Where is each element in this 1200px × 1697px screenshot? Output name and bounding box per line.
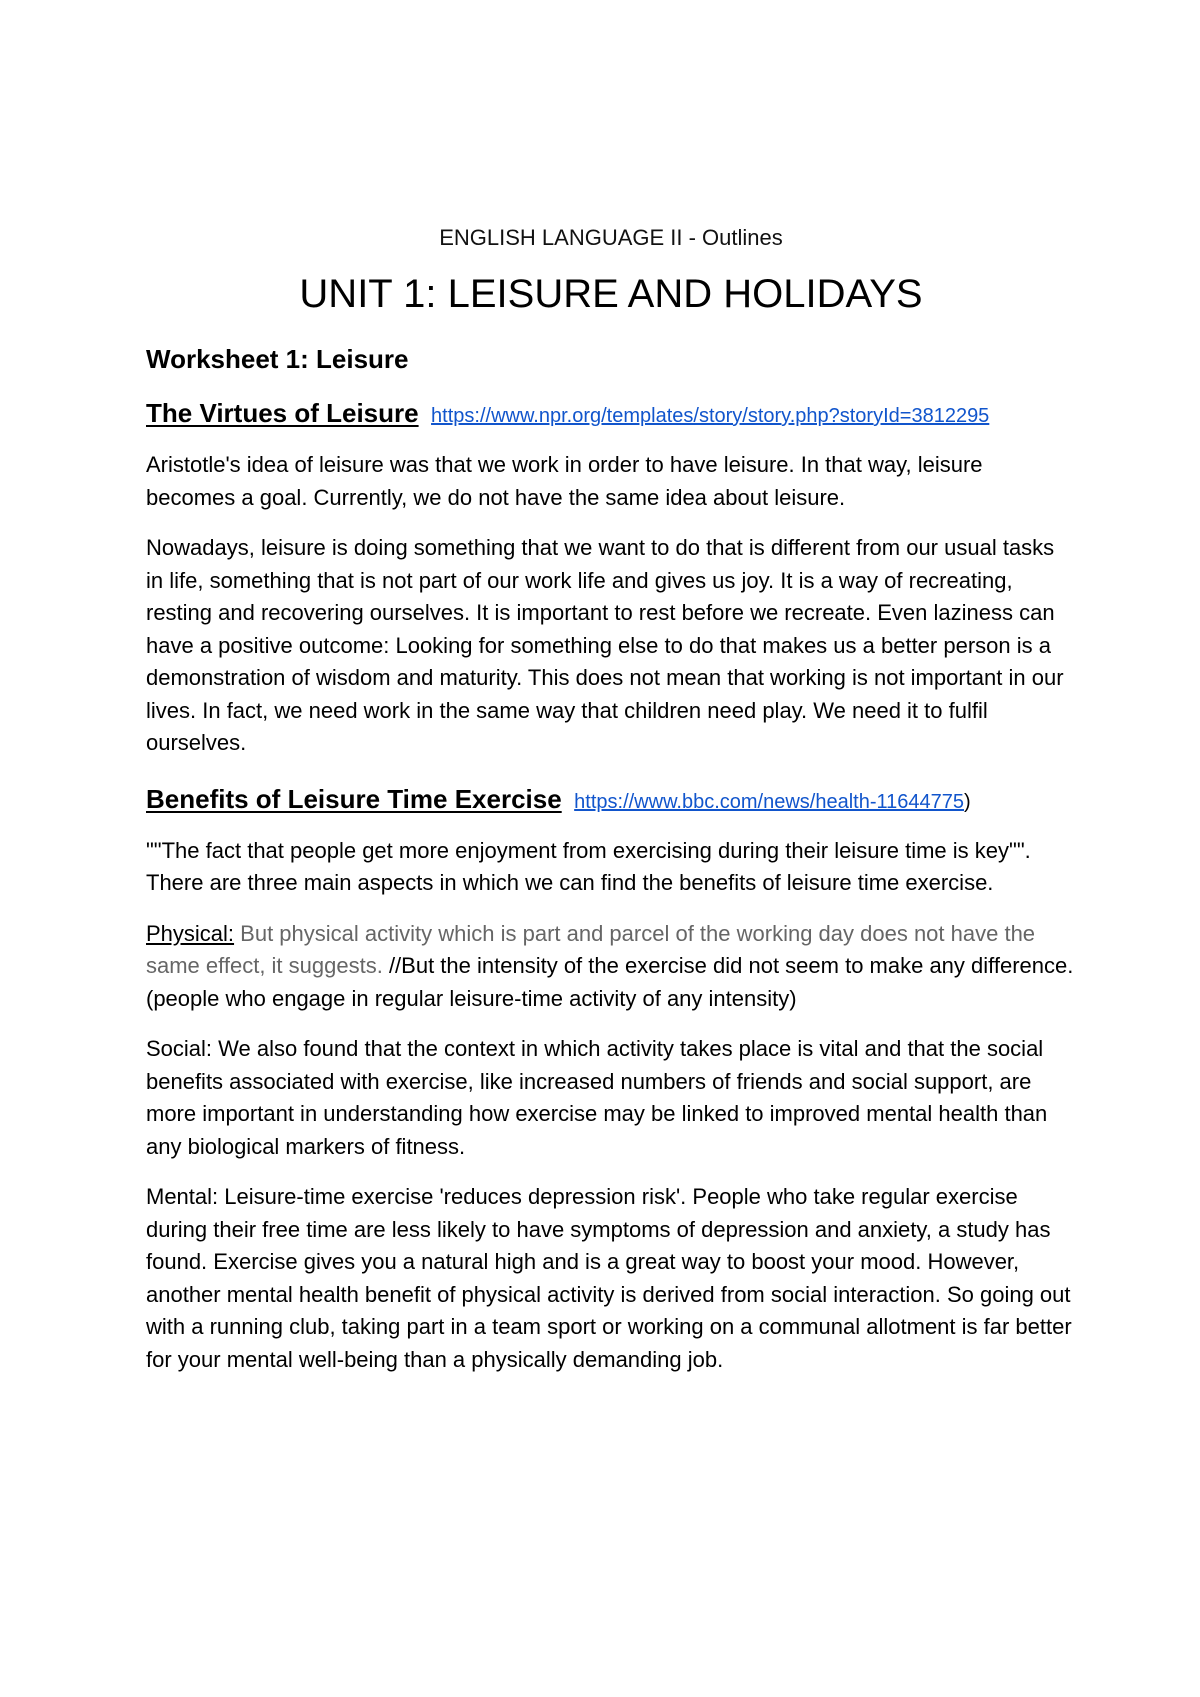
npr-link[interactable]: https://www.npr.org/templates/story/story.php?storyId=3812295	[431, 405, 990, 427]
social-paragraph: Social: We also found that the context in which activity takes place is vital and that the social benefits associated with exercise, like increased numbers of friends and social support, are more important in understanding how exercise may be linked to improved mental health than any biological markers of fitness.	[146, 1036, 1048, 1159]
document-page	[146, 224, 1076, 1394]
section-benefits-title: Benefits of Leisure Time Exercise	[146, 783, 562, 814]
bbc-link[interactable]: https://www.bbc.com/news/health-11644775	[574, 790, 965, 813]
physical-label: Physical:	[146, 920, 235, 946]
virtues-paragraph-1: Aristotle's idea of leisure was that we work in order to have leisure. In that way, leisure becomes a goal. Currently, we do not have the same idea about leisure.	[146, 452, 983, 510]
physical-grey-text: But physical activity which is part and parcel of the working day does not have the same effect, it suggests.	[146, 920, 1036, 978]
section-virtues-title: The Virtues of Leisure	[146, 398, 419, 428]
section-virtues-heading	[146, 396, 1076, 435]
benefits-intro: ""The fact that people get more enjoyment from exercising during their leisure time is key"". There are three main aspects in which we can find the benefits of leisure time exercise.	[146, 837, 1031, 895]
section-benefits-heading	[146, 782, 1076, 821]
virtues-paragraph-2: Nowadays, leisure is doing something that we want to do that is different from our usual tasks in life, something that is not part of our work life and gives us joy. It is a way of recreating, resting and recovering ourselves. It is important to rest before we recreate. Even laziness can have a positive outcome: Looking for something else to do that makes us a better person is a demonstration of wisdom and maturity. This does not mean that working is not important in our lives. In fact, we need work in the same way that children need play. We need it to fulfil ourselves.	[146, 535, 1064, 755]
link-close-paren: )	[964, 790, 971, 813]
unit-title: UNIT 1: LEISURE AND HOLIDAYS	[299, 272, 923, 316]
worksheet-title: Worksheet 1: Leisure	[146, 344, 409, 374]
physical-text: //But the intensity of the exercise did not seem to make any difference. (people who engage in regular leisure-time activity of any intensity)	[146, 953, 1074, 1011]
physical-paragraph	[146, 918, 1076, 1016]
mental-paragraph: Mental: Leisure-time exercise 'reduces depression risk'. People who take regular exercise during their free time are less likely to have symptoms of depression and anxiety, a study has found. Exercise gives you a natural high and is a great way to boost your mood. However, another mental health benefit of physical activity is derived from social interaction. So going out with a running club, taking part in a team sport or working on a communal allotment is far better for your mental well-being than a physically demanding job.	[146, 1184, 1072, 1372]
course-title: ENGLISH LANGUAGE II - Outlines	[439, 225, 783, 250]
